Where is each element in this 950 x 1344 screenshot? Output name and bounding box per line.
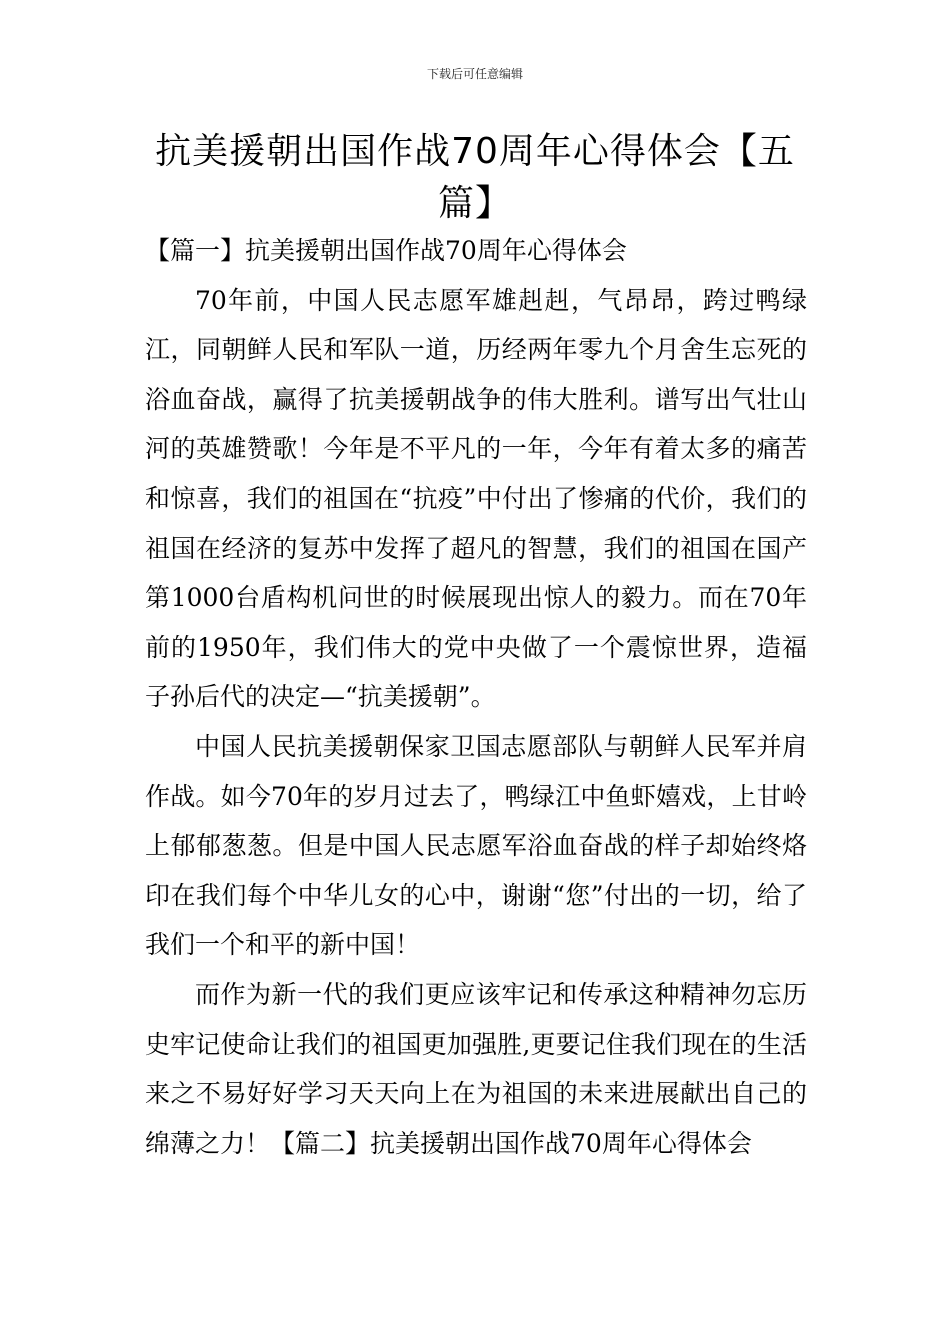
header-note: 下载后可任意编辑 xyxy=(426,67,523,81)
paragraph: 70年前，中国人民志愿军雄赳赳，气昂昂，跨过鸭绿江，同朝鲜人民和军队一道，历经两年零九个月舍生忘死的浴血奋战，赢得了抗美援朝战争的伟大胜利。谱写出气壮山河的英雄赞歌！今年是不平凡的一年，今年有着太多的痛苦和惊喜，我们的祖国在“抗疫”中付出了惨痛的代价，我们的祖国在经济的复苏中发挥了超凡的智慧，我们的祖国在国产第1000台盾构机问世的时候展现出惊人的毅力。而在70年前的1950年，我们伟大的党中央做了一个震惊世界，造福子孙后代的决定—“抗美援朝”。 xyxy=(145,285,807,712)
paragraph: 而作为新一代的我们更应该牢记和传承这种精神勿忘历史牢记使命让我们的祖国更加强胜,更要记住我们现在的生活来之不易好好学习天天向上在为祖国的未来进展献出自己的绵薄之力！【篇二】抗美援朝出国作战70周年心得体会 xyxy=(145,979,807,1158)
document-body xyxy=(145,226,807,1168)
document-title: 抗美援朝出国作战70周年心得体会【五篇】 xyxy=(155,131,795,224)
section-heading: 【篇一】抗美援朝出国作战70周年心得体会 xyxy=(145,236,627,265)
paragraph: 中国人民抗美援朝保家卫国志愿部队与朝鲜人民军并肩作战。如今70年的岁月过去了，鸭绿江中鱼虾嬉戏，上甘岭上郁郁葱葱。但是中国人民志愿军浴血奋战的样子却始终烙印在我们每个中华儿女的心中，谢谢“您”付出的一切，给了我们一个和平的新中国！ xyxy=(145,731,807,960)
